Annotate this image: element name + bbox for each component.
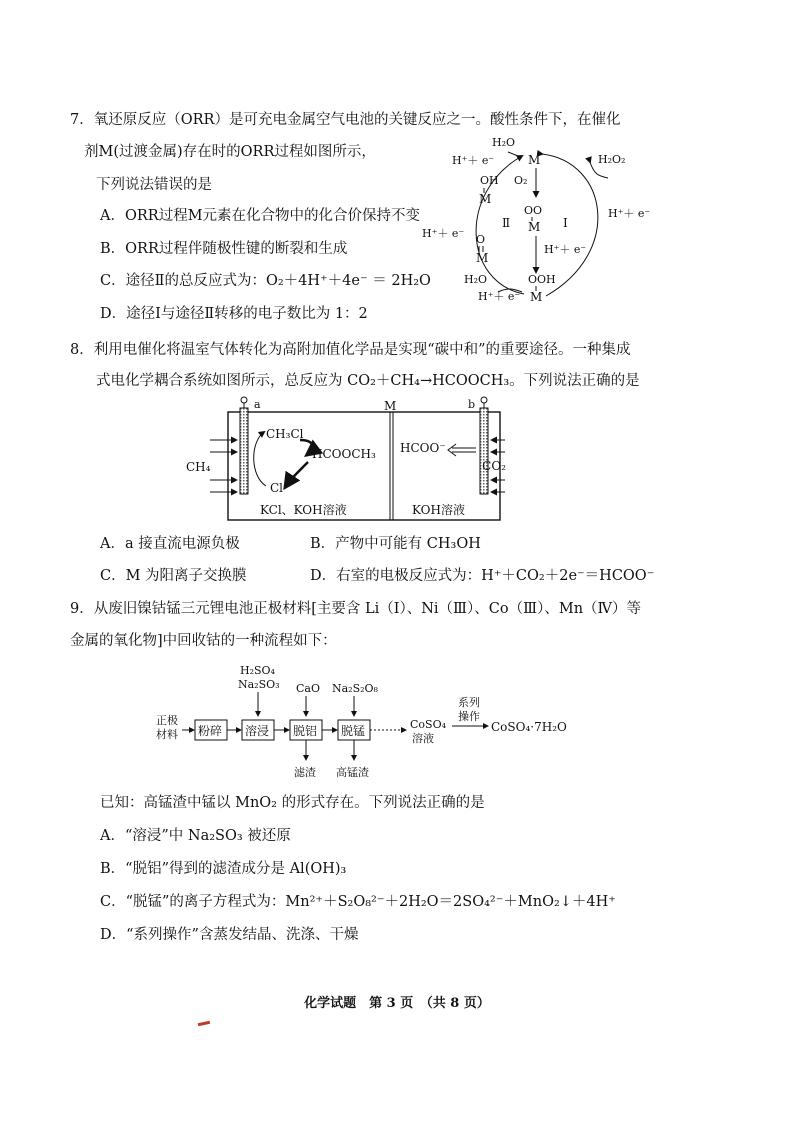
q9-xilie-line1: 系列 [458, 696, 480, 709]
orr-cycle-diagram [418, 132, 658, 312]
q7-option-a: A．ORR过程M元素在化合物中的化合价保持不变 [100, 208, 421, 224]
q9-na2so3: Na₂SO₃ [238, 678, 280, 691]
q8-stem-line1: 8．利用电催化将温室气体转化为高附加值化学品是实现“碳中和”的重要途径。一种集成 [70, 342, 631, 358]
q7-stem-line1: 7．氧还原反应（ORR）是可充电金属空气电池的关键反应之一。酸性条件下，在催化 [70, 112, 621, 128]
q7-h-e-topleft: H⁺＋ e⁻ [452, 154, 495, 167]
q9-rongjin: 溶浸 [245, 724, 270, 738]
q7-m-oh: M [479, 192, 492, 206]
q7-h2o-top: H₂O [492, 136, 516, 149]
q7-h-e-left: H⁺＋ e⁻ [422, 227, 465, 240]
q9-gaomengzha: 高锰渣 [336, 766, 369, 779]
q8-left-solution: KCl、KOH溶液 [260, 503, 347, 517]
q7-label-i: Ⅰ [563, 216, 568, 230]
q7-stem-line2: 剂M(过渡金属)存在时的ORR过程如图所示， [84, 144, 376, 160]
q8-option-a: A．a 接直流电源负极 [100, 536, 240, 552]
q8-ch3cl: CH₃Cl [266, 427, 304, 441]
q8-hcoo-ion: HCOO⁻ [400, 441, 446, 455]
q9-product: CoSO₄·7H₂O [491, 720, 567, 734]
page-footer: 化学试题 第 3 页 （共 8 页） [304, 996, 490, 1011]
q8-option-d: D．右室的电极反应式为：H⁺＋CO₂＋2e⁻＝HCOO⁻ [310, 568, 655, 584]
q8-terminal-a: a [254, 398, 261, 411]
q9-option-d: D．“系列操作”含蒸发结晶、洗涤、干燥 [100, 927, 359, 943]
q9-lvzha: 滤渣 [294, 766, 316, 779]
q9-h2so4: H₂SO₄ [240, 664, 275, 677]
q8-right-solution: KOH溶液 [412, 503, 465, 517]
q7-ooh: OOH [528, 273, 556, 286]
q8-option-c: C．M 为阳离子交换膜 [100, 568, 247, 584]
q9-xilie-line2: 操作 [458, 710, 480, 723]
q7-h2o-bottom: H₂O [464, 273, 488, 286]
q9-tuomeng: 脱锰 [341, 724, 366, 738]
q8-option-b: B．产物中可能有 CH₃OH [310, 536, 481, 552]
q7-m-top: M [528, 153, 541, 167]
q7-option-d: D．途径Ⅰ与途径Ⅱ转移的电子数比为 1：2 [100, 306, 368, 322]
q7-stem-line3: 下列说法错误的是 [96, 177, 212, 193]
q7-h-e-mid: H⁺＋ e⁻ [544, 243, 587, 256]
q9-zhengji-line2: 材料 [156, 728, 178, 741]
q8-membrane-m: M [384, 399, 397, 413]
red-mark [198, 1021, 210, 1026]
q7-m-dbl: M [476, 251, 489, 265]
cobalt-recovery-flowchart [150, 660, 600, 785]
q7-oh: OH [480, 174, 499, 187]
q7-option-b: B．ORR过程伴随极性键的断裂和生成 [100, 241, 348, 257]
q9-option-b: B．“脱铝”得到的滤渣成分是 Al(OH)₃ [100, 861, 347, 877]
q9-stem-line1: 9．从废旧镍钴锰三元锂电池正极材料[主要含 Li（Ⅰ）、Ni（Ⅲ）、Co（Ⅲ）、Mn（Ⅳ）等 [70, 601, 642, 617]
q9-coso4-line2: 溶液 [412, 732, 434, 745]
q9-na2s2o8: Na₂S₂O₈ [332, 682, 378, 695]
q7-option-c: C．途径Ⅱ的总反应式为：O₂＋4H⁺＋4e⁻ ＝ 2H₂O [100, 273, 431, 289]
q7-oo: OO [524, 204, 543, 217]
q9-coso4-line1: CoSO₄ [410, 718, 447, 731]
q9-tuolv: 脱铝 [293, 724, 318, 738]
q7-o-dbl: O [476, 233, 486, 246]
q7-h-e-right: H⁺＋ e⁻ [608, 207, 651, 220]
q9-option-c: C．“脱锰”的离子方程式为：Mn²⁺＋S₂O₈²⁻＋2H₂O＝2SO₄²⁻＋MnO₂↓＋4H⁺ [100, 894, 616, 910]
electrolysis-cell-diagram [180, 396, 510, 526]
q7-m-oo: M [528, 220, 541, 234]
q8-ch4: CH₄ [186, 460, 211, 474]
q9-option-a: A．“溶浸”中 Na₂SO₃ 被还原 [100, 828, 291, 844]
q7-h2o2: H₂O₂ [598, 153, 626, 166]
q9-cao: CaO [296, 682, 320, 695]
q8-stem-line2: 式电化学耦合系统如图所示，总反应为 CO₂＋CH₄→HCOOCH₃。下列说法正确的是 [96, 373, 640, 389]
q8-terminal-b: b [468, 398, 476, 411]
q8-hcooch3: HCOOCH₃ [312, 447, 376, 461]
q9-fensui: 粉碎 [198, 724, 223, 738]
q7-label-ii: Ⅱ [502, 216, 511, 230]
q7-o2: O₂ [514, 174, 528, 187]
q8-co2: CO₂ [482, 459, 506, 473]
q9-zhengji-line1: 正极 [156, 714, 178, 727]
q7-h-e-bottom: H⁺＋ e⁻ [478, 290, 521, 303]
q9-known: 已知：高锰渣中锰以 MnO₂ 的形式存在。下列说法正确的是 [100, 795, 485, 811]
q8-cl-ion: Cl⁻ [270, 481, 290, 495]
q7-m-ooh: M [530, 290, 543, 304]
q9-stem-line2: 金属的氧化物]中回收钴的一种流程如下： [70, 633, 337, 649]
